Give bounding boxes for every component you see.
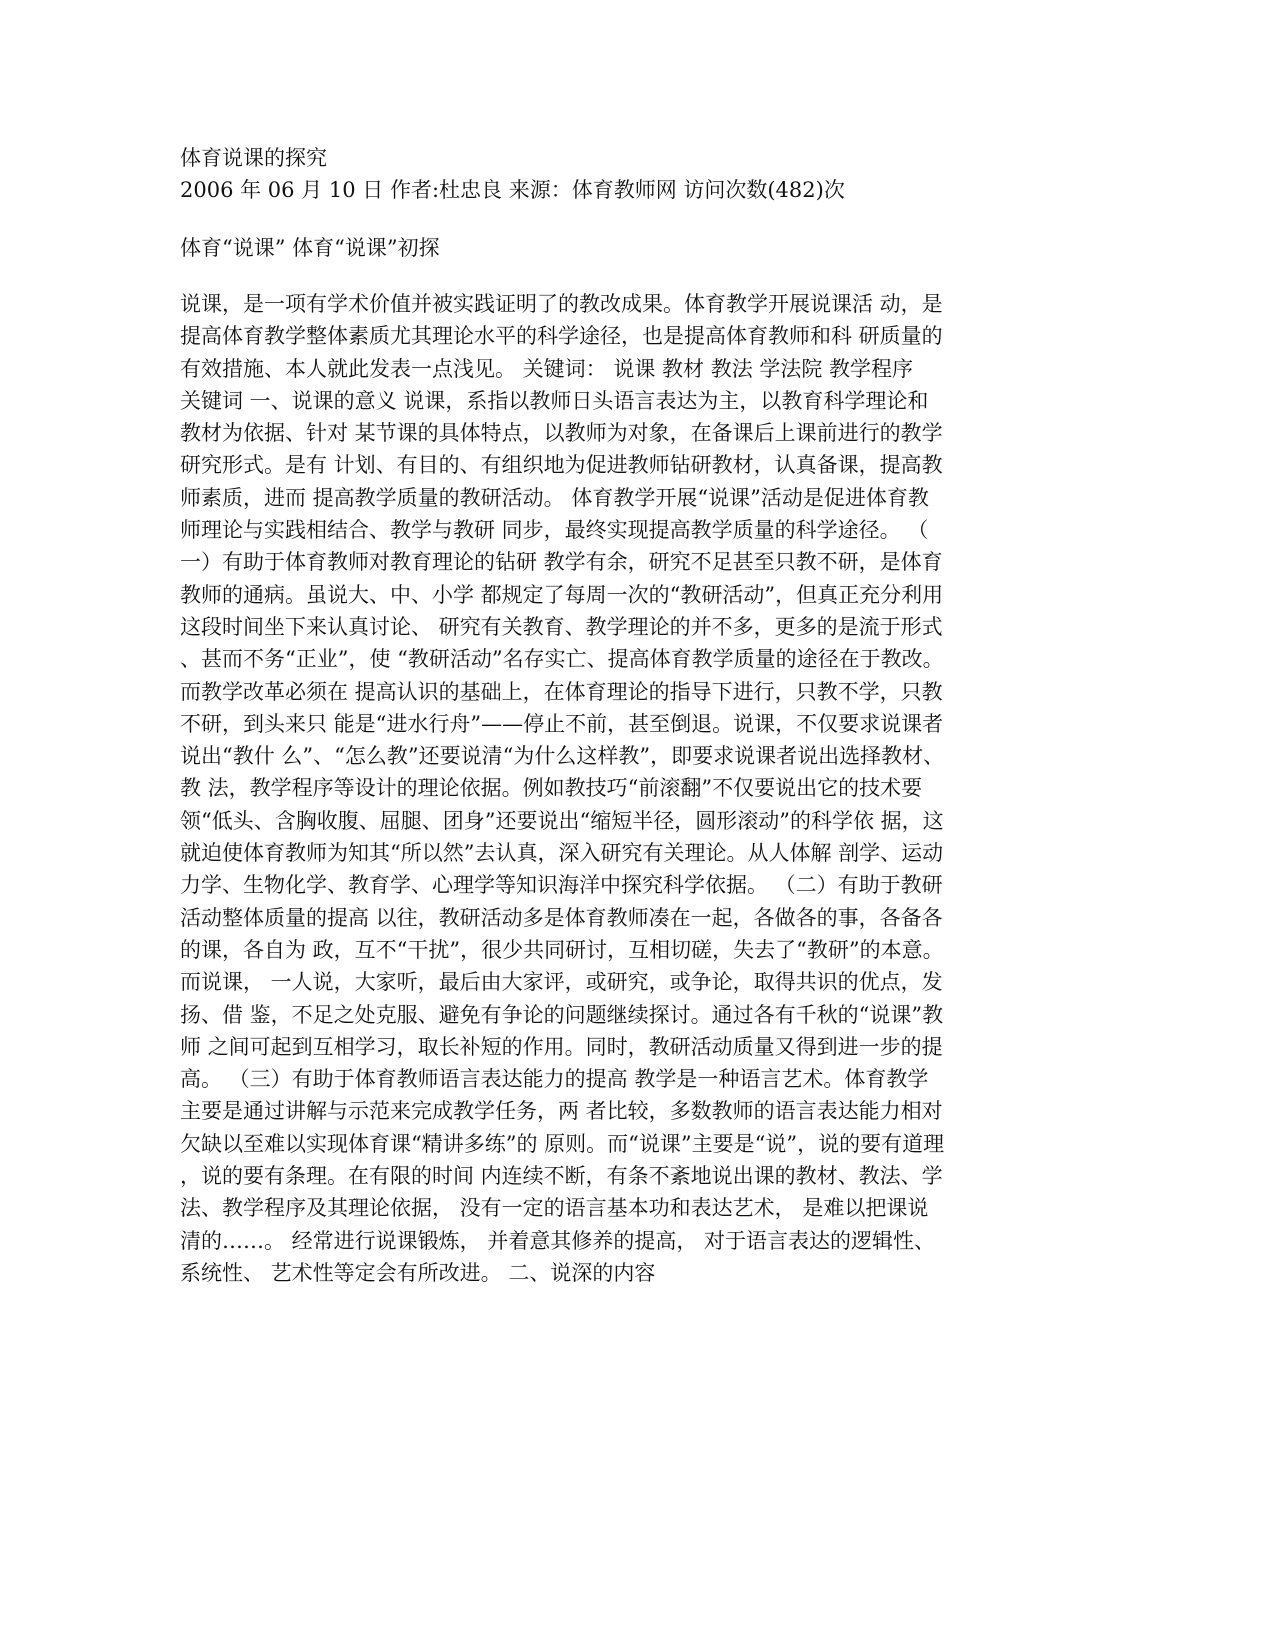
body-text-line: 教材为依据、针对 某节课的具体特点，以教师为对象，在备课后上课前进行的教学 — [180, 421, 943, 446]
body-text-line: 一）有助于体育教师对教育理论的钻研 教学有余，研究不足甚至只教不研，是体育 — [180, 550, 943, 575]
document-title: 体育说课的探究 — [180, 146, 327, 170]
body-text-line: 师素质，进而 提高教学质量的教研活动。 体育教学开展“说课”活动是促进体育教 — [180, 485, 929, 510]
body-text-line: 说出“教什 么”、“怎么教”还要说清“为什么这样教”，即要求说课者说出选择教材、 — [180, 744, 945, 769]
body-text-line: 高。 （三）有助于体育教师语言表达能力的提高 教学是一种语言艺术。体育教学 — [180, 1067, 929, 1092]
body-text-line: 法、教学程序及其理论依据， 没有一定的语言基本功和表达艺术， 是难以把课说 — [180, 1196, 929, 1221]
document-meta-line: 2006 年 06 月 10 日 作者:杜忠良 来源：体育教师网 访问次数(482)次 — [180, 178, 845, 202]
body-text-line: 的课，各自为 政，互不“干扰”，很少共同研讨，互相切磋，失去了“教研”的本意。 — [180, 937, 944, 962]
body-text-line: 有效措施、本人就此发表一点浅见。 关键词： 说课 教材 教法 学法院 教学程序 — [180, 356, 914, 381]
body-text-line: 就迫使体育教师为知其“所以然”去认真，深入研究有关理论。从人体解 剖学、运动 — [180, 841, 944, 866]
body-text-line: 欠缺以至难以实现体育课“精讲多练”的 原则。而“说课”主要是“说”，说的要有道理 — [180, 1131, 945, 1156]
body-text-line: 师 之间可起到互相学习，取长补短的作用。同时，教研活动质量又得到进一步的提 — [180, 1034, 943, 1059]
body-text-line: 师理论与实践相结合、教学与教研 同步，最终实现提高教学质量的科学途径。 （ — [180, 518, 929, 543]
body-text-line: 教师的通病。虽说大、中、小学 都规定了每周一次的“教研活动”，但真正充分利用 — [180, 582, 944, 607]
body-text-line: 主要是通过讲解与示范来完成教学任务，两 者比较，多数教师的语言表达能力相对 — [180, 1099, 943, 1124]
body-text-line: 系统性、 艺术性等定会有所改进。 二、说深的内容 — [180, 1260, 656, 1285]
body-text-line: 领“低头、含胸收腹、屈腿、团身”还要说出“缩短半径，圆形滚动”的科学依 据，这 — [180, 808, 944, 833]
body-text-line: 说课，是一项有学术价值并被实践证明了的教改成果。体育教学开展说课活 动，是 — [180, 292, 943, 316]
body-text-line: 力学、生物化学、教育学、心理学等知识海洋中探究科学依据。 （二）有助于教研 — [180, 873, 943, 898]
document-body — [180, 288, 1060, 1289]
body-text-line: 教 法，教学程序等设计的理论依据。例如教技巧“前滚翻”不仅要说出它的技术要 — [180, 776, 923, 801]
body-text-line: 而说课， 一人说，大家听，最后由大家评，或研究，或争论，取得共识的优点，发 — [180, 970, 943, 995]
body-text-line: 清的……。 经常进行说课锻炼， 并着意其修养的提高， 对于语言表达的逻辑性、 — [180, 1228, 936, 1253]
body-text-line: 关键词 一、说课的意义 说课，系指以教师日头语言表达为主，以教育科学理论和 — [180, 388, 929, 413]
body-text-line: ，说的要有条理。在有限的时间 内连续不断，有条不紊地说出课的教材、教法、学 — [180, 1164, 943, 1189]
body-text-line: 不研，到头来只 能是“进水行舟”——停止不前，甚至倒退。说课，不仅要求说课者 — [180, 711, 944, 736]
body-text-line: 研究形式。是有 计划、有目的、有组织地为促进教师钻研教材，认真备课，提高教 — [180, 453, 943, 478]
body-text-line: 这段时间坐下来认真讨论、 研究有关教育、教学理论的并不多，更多的是流于形式 — [180, 614, 943, 639]
body-text-line: 提高体育教学整体素质尤其理论水平的科学途径，也是提高体育教师和科 研质量的 — [180, 324, 943, 349]
body-text-line: 活动整体质量的提高 以往，教研活动多是体育教师凑在一起，各做各的事，各备各 — [180, 905, 943, 930]
body-text-line: 扬、借 鉴，不足之处克服、避免有争论的问题继续探讨。通过各有千秋的“说课”教 — [180, 1002, 944, 1027]
document-subtitle: 体育“说课” 体育“说课”初探 — [180, 236, 440, 260]
body-text-line: 、甚而不务“正业”，使 “教研活动”名存实亡、提高体育教学质量的途径在于教改。 — [180, 647, 944, 672]
body-text-line: 而教学改革必须在 提高认识的基础上，在体育理论的指导下进行，只教不学，只教 — [180, 679, 943, 704]
document-page — [180, 142, 1060, 1289]
